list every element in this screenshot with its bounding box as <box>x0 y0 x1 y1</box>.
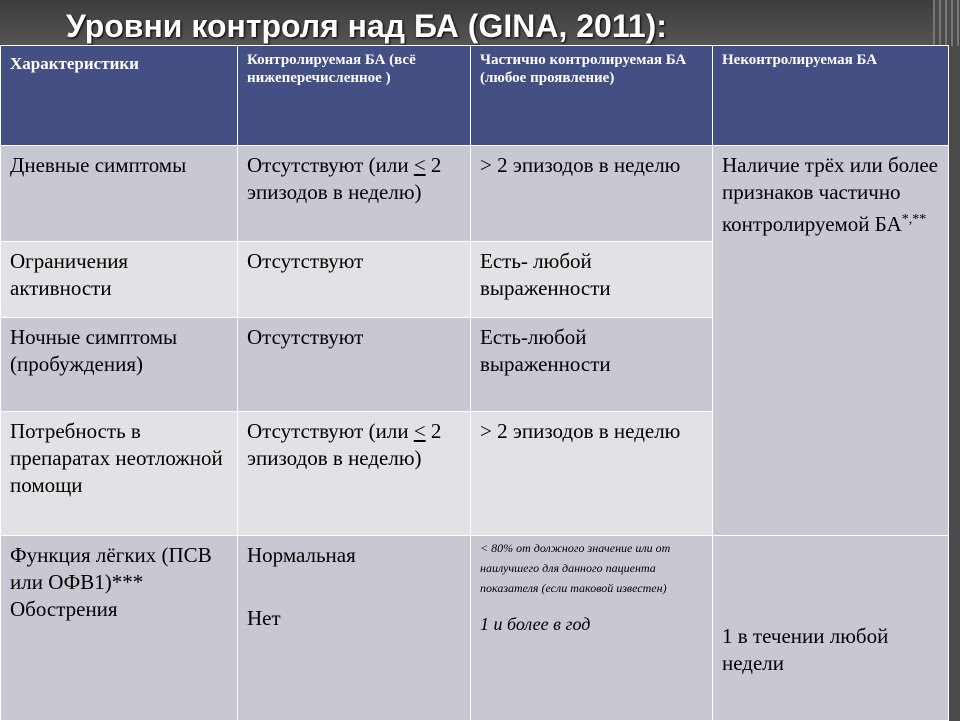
cell-characteristic <box>1 536 238 721</box>
lung-function-controlled: Нормальная <box>247 543 356 567</box>
cell-characteristic: Дневные симптомы <box>1 146 238 242</box>
cell-controlled <box>238 536 471 721</box>
exacerbations-label: Обострения <box>10 597 118 621</box>
slide-title: Уровни контроля над БА (GINA, 2011): <box>66 8 667 44</box>
cell-characteristic: Ночные симптомы (пробуждения) <box>1 318 238 412</box>
table-row <box>1 146 949 242</box>
header-uncontrolled: Неконтролируемая БА <box>713 46 949 146</box>
cell-partial: > 2 эпизодов в неделю <box>471 146 713 242</box>
cell-partial: Есть- любой выраженности <box>471 242 713 318</box>
cell-controlled: Отсутствуют <box>238 242 471 318</box>
table-row <box>1 536 949 721</box>
cell-partial <box>471 536 713 721</box>
exacerbations-controlled: Нет <box>247 606 281 630</box>
cell-characteristic: Потребность в препаратах неотложной помощи <box>1 412 238 536</box>
cell-characteristic: Ограничения активности <box>1 242 238 318</box>
control-levels-table <box>0 45 949 721</box>
lung-function-label: Функция лёгких (ПСВ или ОФВ1)*** <box>10 543 212 594</box>
table-header-row <box>1 46 949 146</box>
cell-partial: Есть-любой выраженности <box>471 318 713 412</box>
exacerbations-partial: 1 и более в год <box>480 614 591 634</box>
cell-controlled: Отсутствуют <box>238 318 471 412</box>
lung-function-partial: < 80% от должного значение или от наилучшего для данного пациента показателя (если таковой известен) <box>480 541 671 595</box>
header-partial: Частично контролируемая БА (любое проявление) <box>471 46 713 146</box>
cell-uncontrolled-merged: Наличие трёх или более признаков частично контролируемой БА*,** <box>713 146 949 536</box>
header-controlled: Контролируемая БА (всё нижеперечисленное ) <box>238 46 471 146</box>
cell-controlled: Отсутствуют (или < 2 эпизодов в неделю) <box>238 146 471 242</box>
header-characteristics: Характеристики <box>1 46 238 146</box>
exacerbations-uncontrolled: 1 в течении любой недели <box>722 624 889 675</box>
cell-partial: > 2 эпизодов в неделю <box>471 412 713 536</box>
decorative-lines <box>933 0 960 46</box>
cell-controlled: Отсутствуют (или < 2 эпизодов в неделю) <box>238 412 471 536</box>
cell-uncontrolled <box>713 536 949 721</box>
